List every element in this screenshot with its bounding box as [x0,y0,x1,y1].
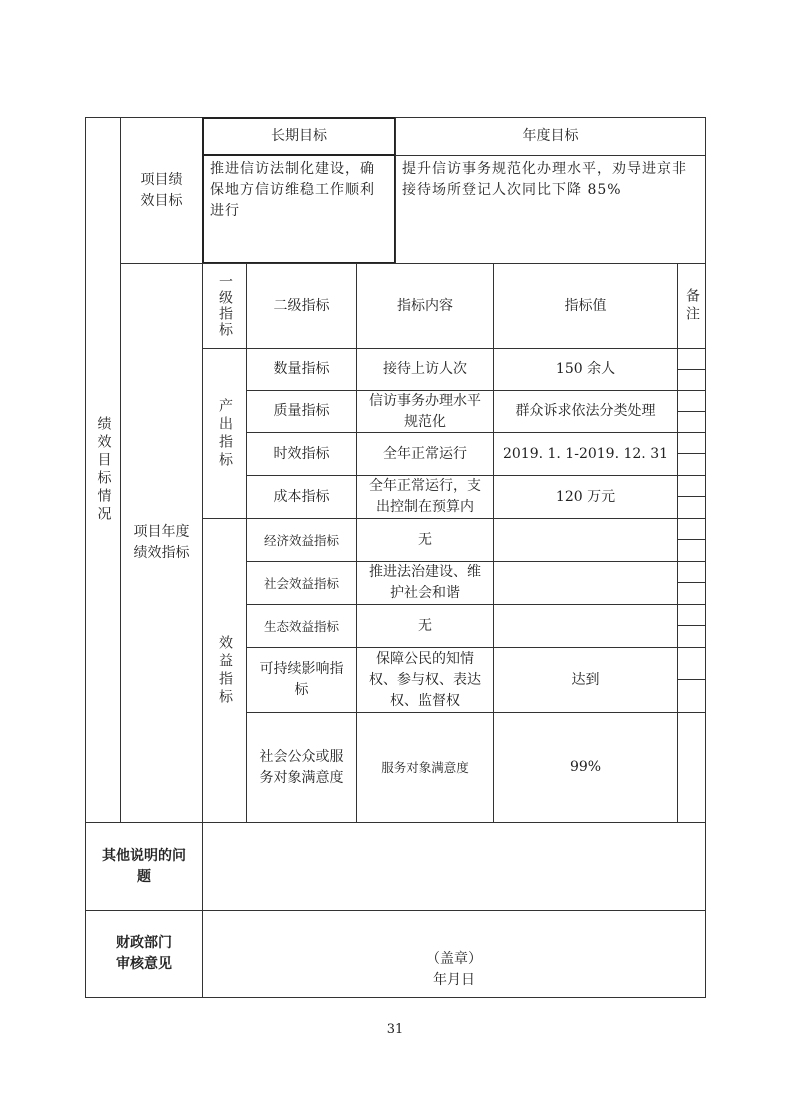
long-term-header: 长期目标 [202,117,396,156]
remark-divider [677,625,706,626]
row-remark[interactable] [677,604,706,648]
remark-divider [677,582,706,583]
row-content: 服务对象满意度 [356,712,494,823]
date-text: 年月日 [433,972,475,988]
row-level2: 社会效益指标 [246,561,357,605]
other-notes-field[interactable] [202,822,706,911]
remark-divider [677,679,706,680]
row-value: 120 万元 [493,475,678,519]
row-remark[interactable] [677,432,706,476]
other-notes-label: 其他说明的问题 [85,822,203,911]
row-content: 推进法治建设、维护社会和谐 [356,561,494,605]
row-content: 全年正常运行 [356,432,494,476]
row-remark[interactable] [677,712,706,823]
row-content: 信访事务办理水平规范化 [356,390,494,433]
finance-label: 财政部门审核意见 [85,910,203,998]
row-level2: 经济效益指标 [246,518,357,562]
row-value [493,604,678,648]
row-level2: 社会公众或服务对象满意度 [246,712,357,823]
row-remark[interactable] [677,561,706,605]
row-value: 达到 [493,647,678,713]
row-value: 2019. 1. 1-2019. 12. 31 [493,432,678,476]
header-level1: 一级指标 [202,263,247,349]
row-value [493,518,678,562]
remark-divider [677,411,706,412]
header-content: 指标内容 [356,263,494,349]
row-level2: 生态效益指标 [246,604,357,648]
project-goal-label: 项目绩效目标 [120,117,203,264]
remark-divider [677,539,706,540]
remark-divider [677,496,706,497]
seal-text: （盖章） [426,951,482,967]
row-content: 无 [356,604,494,648]
long-term-goal: 推进信访法制化建设，确保地方信访维稳工作顺利进行 [202,154,396,264]
row-content: 全年正常运行，支出控制在预算内 [356,475,494,519]
header-value: 指标值 [493,263,678,349]
row-level2: 成本指标 [246,475,357,519]
row-level2: 可持续影响指标 [246,647,357,713]
indicators-label: 项目年度绩效指标 [120,263,203,823]
row-value: 群众诉求依法分类处理 [493,390,678,433]
row-content: 保障公民的知情权、参与权、表达权、监督权 [356,647,494,713]
finance-opinion-field[interactable] [202,910,706,998]
remark-divider [677,369,706,370]
row-value: 99% [493,712,678,823]
row-remark[interactable] [677,518,706,562]
section-label: 绩效目标情况 [85,117,121,823]
row-value [493,561,678,605]
row-value: 150 余人 [493,348,678,391]
row-content: 接待上访人次 [356,348,494,391]
page-number: 31 [386,1022,404,1037]
benefit-label: 效益指标 [202,518,247,823]
row-level2: 数量指标 [246,348,357,391]
row-content: 无 [356,518,494,562]
row-level2: 质量指标 [246,390,357,433]
annual-goal: 提升信访事务规范化办理水平，劝导进京非接待场所登记人次同比下降 85% [395,155,706,264]
row-remark[interactable] [677,647,706,713]
header-level2: 二级指标 [246,263,357,349]
annual-header: 年度目标 [395,117,706,156]
row-remark[interactable] [677,475,706,519]
row-level2: 时效指标 [246,432,357,476]
remark-divider [677,453,706,454]
header-remark: 备注 [677,263,706,349]
output-label: 产出指标 [202,348,247,519]
